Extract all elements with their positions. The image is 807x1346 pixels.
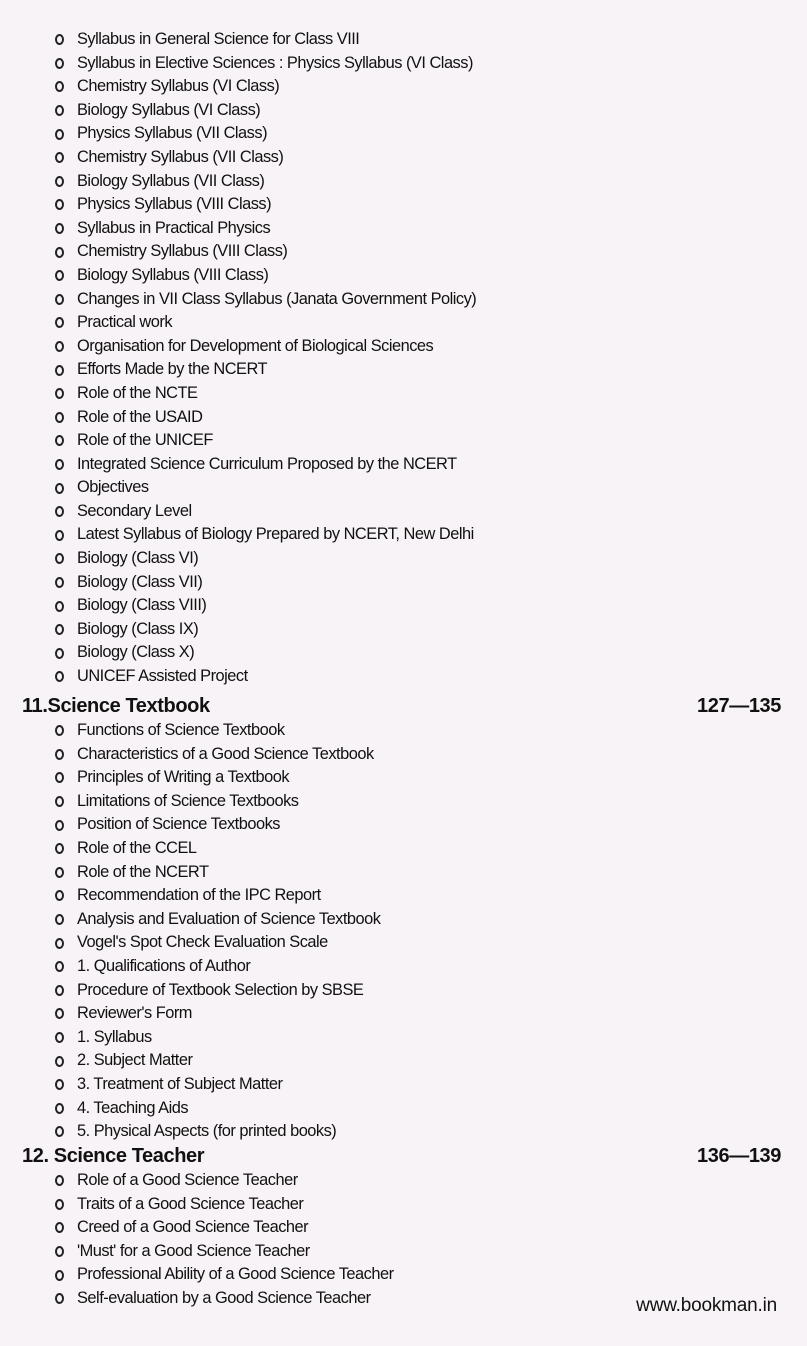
toc-item-text: Position of Science Textbooks: [77, 815, 280, 834]
toc-item: [55, 813, 380, 837]
toc-item-text: Biology Syllabus (VI Class): [77, 100, 261, 119]
toc-item-text: Chemistry Syllabus (VI Class): [77, 77, 280, 96]
toc-item: [55, 382, 476, 406]
circle-bullet-icon: [55, 671, 64, 682]
toc-item-text: Role of the UNICEF: [77, 431, 213, 450]
toc-item: [55, 1120, 380, 1144]
toc-item-text: Physics Syllabus (VII Class): [77, 124, 268, 143]
circle-bullet-icon: [55, 796, 64, 807]
toc-item: [55, 955, 380, 979]
circle-bullet-icon: [55, 176, 64, 187]
circle-bullet-icon: [55, 961, 64, 972]
toc-item: [55, 931, 380, 955]
toc-item: [55, 335, 476, 359]
toc-item-text: Chemistry Syllabus (VIII Class): [77, 242, 288, 261]
toc-item: [55, 170, 476, 194]
toc-item-text: Biology (Class VI): [77, 549, 199, 568]
toc-item-text: Creed of a Good Science Teacher: [77, 1218, 309, 1237]
circle-bullet-icon: [55, 985, 64, 996]
toc-item: [55, 1193, 394, 1217]
circle-bullet-icon: [55, 1103, 64, 1114]
chapter-title: 11.Science Textbook: [22, 694, 210, 717]
toc-item-text: Biology (Class VII): [77, 572, 203, 591]
toc-item: [55, 240, 476, 264]
toc-item: [55, 476, 476, 500]
circle-bullet-icon: [55, 247, 64, 258]
toc-item-text: Latest Syllabus of Biology Prepared by NCERT, New Delhi: [77, 525, 474, 544]
circle-bullet-icon: [55, 365, 64, 376]
toc-item: [55, 1263, 394, 1287]
circle-bullet-icon: [55, 341, 64, 352]
circle-bullet-icon: [55, 152, 64, 163]
toc-item: [55, 99, 476, 123]
toc-item-text: Changes in VII Class Syllabus (Janata Government Policy): [77, 289, 477, 308]
toc-item: [55, 665, 476, 689]
toc-item-text: 4. Teaching Aids: [77, 1098, 189, 1117]
circle-bullet-icon: [55, 843, 64, 854]
toc-item: [55, 641, 476, 665]
toc-item: [55, 1097, 380, 1121]
toc-item-text: Recommendation of the IPC Report: [77, 886, 321, 905]
toc-item: [55, 1216, 394, 1240]
toc-item: [55, 790, 380, 814]
circle-bullet-icon: [55, 577, 64, 588]
chapter-12-item-list: [55, 1169, 394, 1311]
circle-bullet-icon: [55, 270, 64, 281]
toc-item-text: 1. Syllabus: [77, 1027, 152, 1046]
toc-item-text: Vogel's Spot Check Evaluation Scale: [77, 933, 328, 952]
circle-bullet-icon: [55, 1126, 64, 1137]
toc-item-text: Procedure of Textbook Selection by SBSE: [77, 980, 364, 999]
toc-item: [55, 1026, 380, 1050]
toc-item-text: Syllabus in Elective Sciences : Physics Syllabus (VI Class): [77, 53, 473, 72]
toc-item-text: Biology (Class X): [77, 643, 195, 662]
toc-item: [55, 146, 476, 170]
circle-bullet-icon: [55, 914, 64, 925]
toc-item: [55, 217, 476, 241]
toc-item: [55, 122, 476, 146]
toc-item: [55, 52, 476, 76]
toc-item: [55, 28, 476, 52]
circle-bullet-icon: [55, 294, 64, 305]
toc-item-text: Traits of a Good Science Teacher: [77, 1194, 304, 1213]
circle-bullet-icon: [55, 1270, 64, 1281]
toc-item: [55, 547, 476, 571]
toc-item-text: Syllabus in General Science for Class VIII: [77, 30, 360, 48]
toc-item: [55, 1169, 394, 1193]
toc-item-text: Organisation for Development of Biological Sciences: [77, 336, 434, 355]
toc-item: [55, 979, 380, 1003]
circle-bullet-icon: [55, 867, 64, 878]
circle-bullet-icon: [55, 624, 64, 635]
toc-item-text: Role of a Good Science Teacher: [77, 1171, 298, 1189]
toc-item: [55, 311, 476, 335]
toc-item: [55, 594, 476, 618]
toc-item-text: 3. Treatment of Subject Matter: [77, 1074, 283, 1093]
toc-item: [55, 719, 380, 743]
toc-item: [55, 908, 380, 932]
toc-item: [55, 193, 476, 217]
chapter-heading-11: [22, 693, 781, 719]
toc-item: [55, 500, 476, 524]
circle-bullet-icon: [55, 506, 64, 517]
circle-bullet-icon: [55, 81, 64, 92]
toc-item-text: Characteristics of a Good Science Textbook: [77, 744, 374, 763]
toc-item-text: Role of the CCEL: [77, 838, 197, 857]
circle-bullet-icon: [55, 1199, 64, 1210]
toc-item: [55, 743, 380, 767]
circle-bullet-icon: [55, 772, 64, 783]
toc-item: [55, 884, 380, 908]
toc-item: [55, 1049, 380, 1073]
toc-item-text: Principles of Writing a Textbook: [77, 768, 290, 787]
circle-bullet-icon: [55, 601, 64, 612]
toc-item-text: Physics Syllabus (VIII Class): [77, 195, 272, 214]
chapter-page-range: 127—135: [697, 694, 781, 717]
toc-item-text: Role of the USAID: [77, 407, 203, 426]
toc-item-text: Practical work: [77, 313, 173, 332]
toc-item-text: Biology Syllabus (VIII Class): [77, 265, 269, 284]
circle-bullet-icon: [55, 530, 64, 541]
toc-item: [55, 264, 476, 288]
circle-bullet-icon: [55, 1032, 64, 1043]
toc-item-text: Role of the NCERT: [77, 862, 209, 881]
toc-item: [55, 358, 476, 382]
chapter-heading-12: [22, 1143, 781, 1169]
toc-item-text: 2. Subject Matter: [77, 1051, 193, 1070]
circle-bullet-icon: [55, 199, 64, 210]
circle-bullet-icon: [55, 938, 64, 949]
publisher-website: www.bookman.in: [636, 1295, 777, 1316]
toc-item: [55, 618, 476, 642]
chapter-title: 12. Science Teacher: [22, 1144, 205, 1167]
circle-bullet-icon: [55, 34, 64, 45]
circle-bullet-icon: [55, 58, 64, 69]
toc-item-text: Role of the NCTE: [77, 383, 198, 402]
toc-item: [55, 453, 476, 477]
circle-bullet-icon: [55, 483, 64, 494]
circle-bullet-icon: [55, 1246, 64, 1257]
toc-item: [55, 1287, 394, 1311]
toc-item: [55, 1002, 380, 1026]
toc-item: [55, 837, 380, 861]
toc-item-text: Secondary Level: [77, 501, 192, 520]
toc-item-text: Biology (Class VIII): [77, 596, 207, 615]
toc-item: [55, 523, 476, 547]
toc-item-text: 1. Qualifications of Author: [77, 956, 251, 975]
toc-item-text: 'Must' for a Good Science Teacher: [77, 1241, 310, 1260]
toc-item-text: Syllabus in Practical Physics: [77, 218, 271, 237]
toc-item: [55, 429, 476, 453]
continued-item-list: [55, 28, 476, 689]
toc-item-text: Self-evaluation by a Good Science Teacher: [77, 1288, 371, 1307]
toc-item-text: Reviewer's Form: [77, 1004, 192, 1023]
circle-bullet-icon: [55, 388, 64, 399]
toc-item: [55, 288, 476, 312]
toc-item-text: Efforts Made by the NCERT: [77, 360, 268, 379]
circle-bullet-icon: [55, 459, 64, 470]
circle-bullet-icon: [55, 1175, 64, 1186]
circle-bullet-icon: [55, 223, 64, 234]
circle-bullet-icon: [55, 1056, 64, 1067]
toc-item-text: Professional Ability of a Good Science Teacher: [77, 1265, 394, 1284]
toc-item: [55, 766, 380, 790]
circle-bullet-icon: [55, 435, 64, 446]
circle-bullet-icon: [55, 648, 64, 659]
toc-item: [55, 571, 476, 595]
toc-item: [55, 406, 476, 430]
toc-item: [55, 1073, 380, 1097]
circle-bullet-icon: [55, 317, 64, 328]
chapter-page-range: 136—139: [697, 1144, 781, 1167]
circle-bullet-icon: [55, 725, 64, 736]
toc-item-text: Objectives: [77, 478, 149, 497]
circle-bullet-icon: [55, 820, 64, 831]
circle-bullet-icon: [55, 749, 64, 760]
toc-item-text: Limitations of Science Textbooks: [77, 791, 299, 810]
chapter-11-item-list: [55, 719, 380, 1144]
circle-bullet-icon: [55, 1008, 64, 1019]
toc-item: [55, 75, 476, 99]
circle-bullet-icon: [55, 890, 64, 901]
circle-bullet-icon: [55, 1293, 64, 1304]
circle-bullet-icon: [55, 1079, 64, 1090]
toc-item: [55, 1240, 394, 1264]
circle-bullet-icon: [55, 553, 64, 564]
circle-bullet-icon: [55, 129, 64, 140]
circle-bullet-icon: [55, 105, 64, 116]
toc-item-text: Biology (Class IX): [77, 619, 199, 638]
circle-bullet-icon: [55, 1222, 64, 1233]
circle-bullet-icon: [55, 412, 64, 423]
toc-item-text: 5. Physical Aspects (for printed books): [77, 1122, 337, 1141]
toc-item-text: Biology Syllabus (VII Class): [77, 171, 265, 190]
toc-item-text: Functions of Science Textbook: [77, 721, 285, 739]
toc-item-text: Chemistry Syllabus (VII Class): [77, 147, 284, 166]
toc-item: [55, 861, 380, 885]
toc-item-text: Analysis and Evaluation of Science Textbook: [77, 909, 381, 928]
toc-item-text: Integrated Science Curriculum Proposed by the NCERT: [77, 454, 457, 473]
toc-item-text: UNICEF Assisted Project: [77, 667, 248, 686]
